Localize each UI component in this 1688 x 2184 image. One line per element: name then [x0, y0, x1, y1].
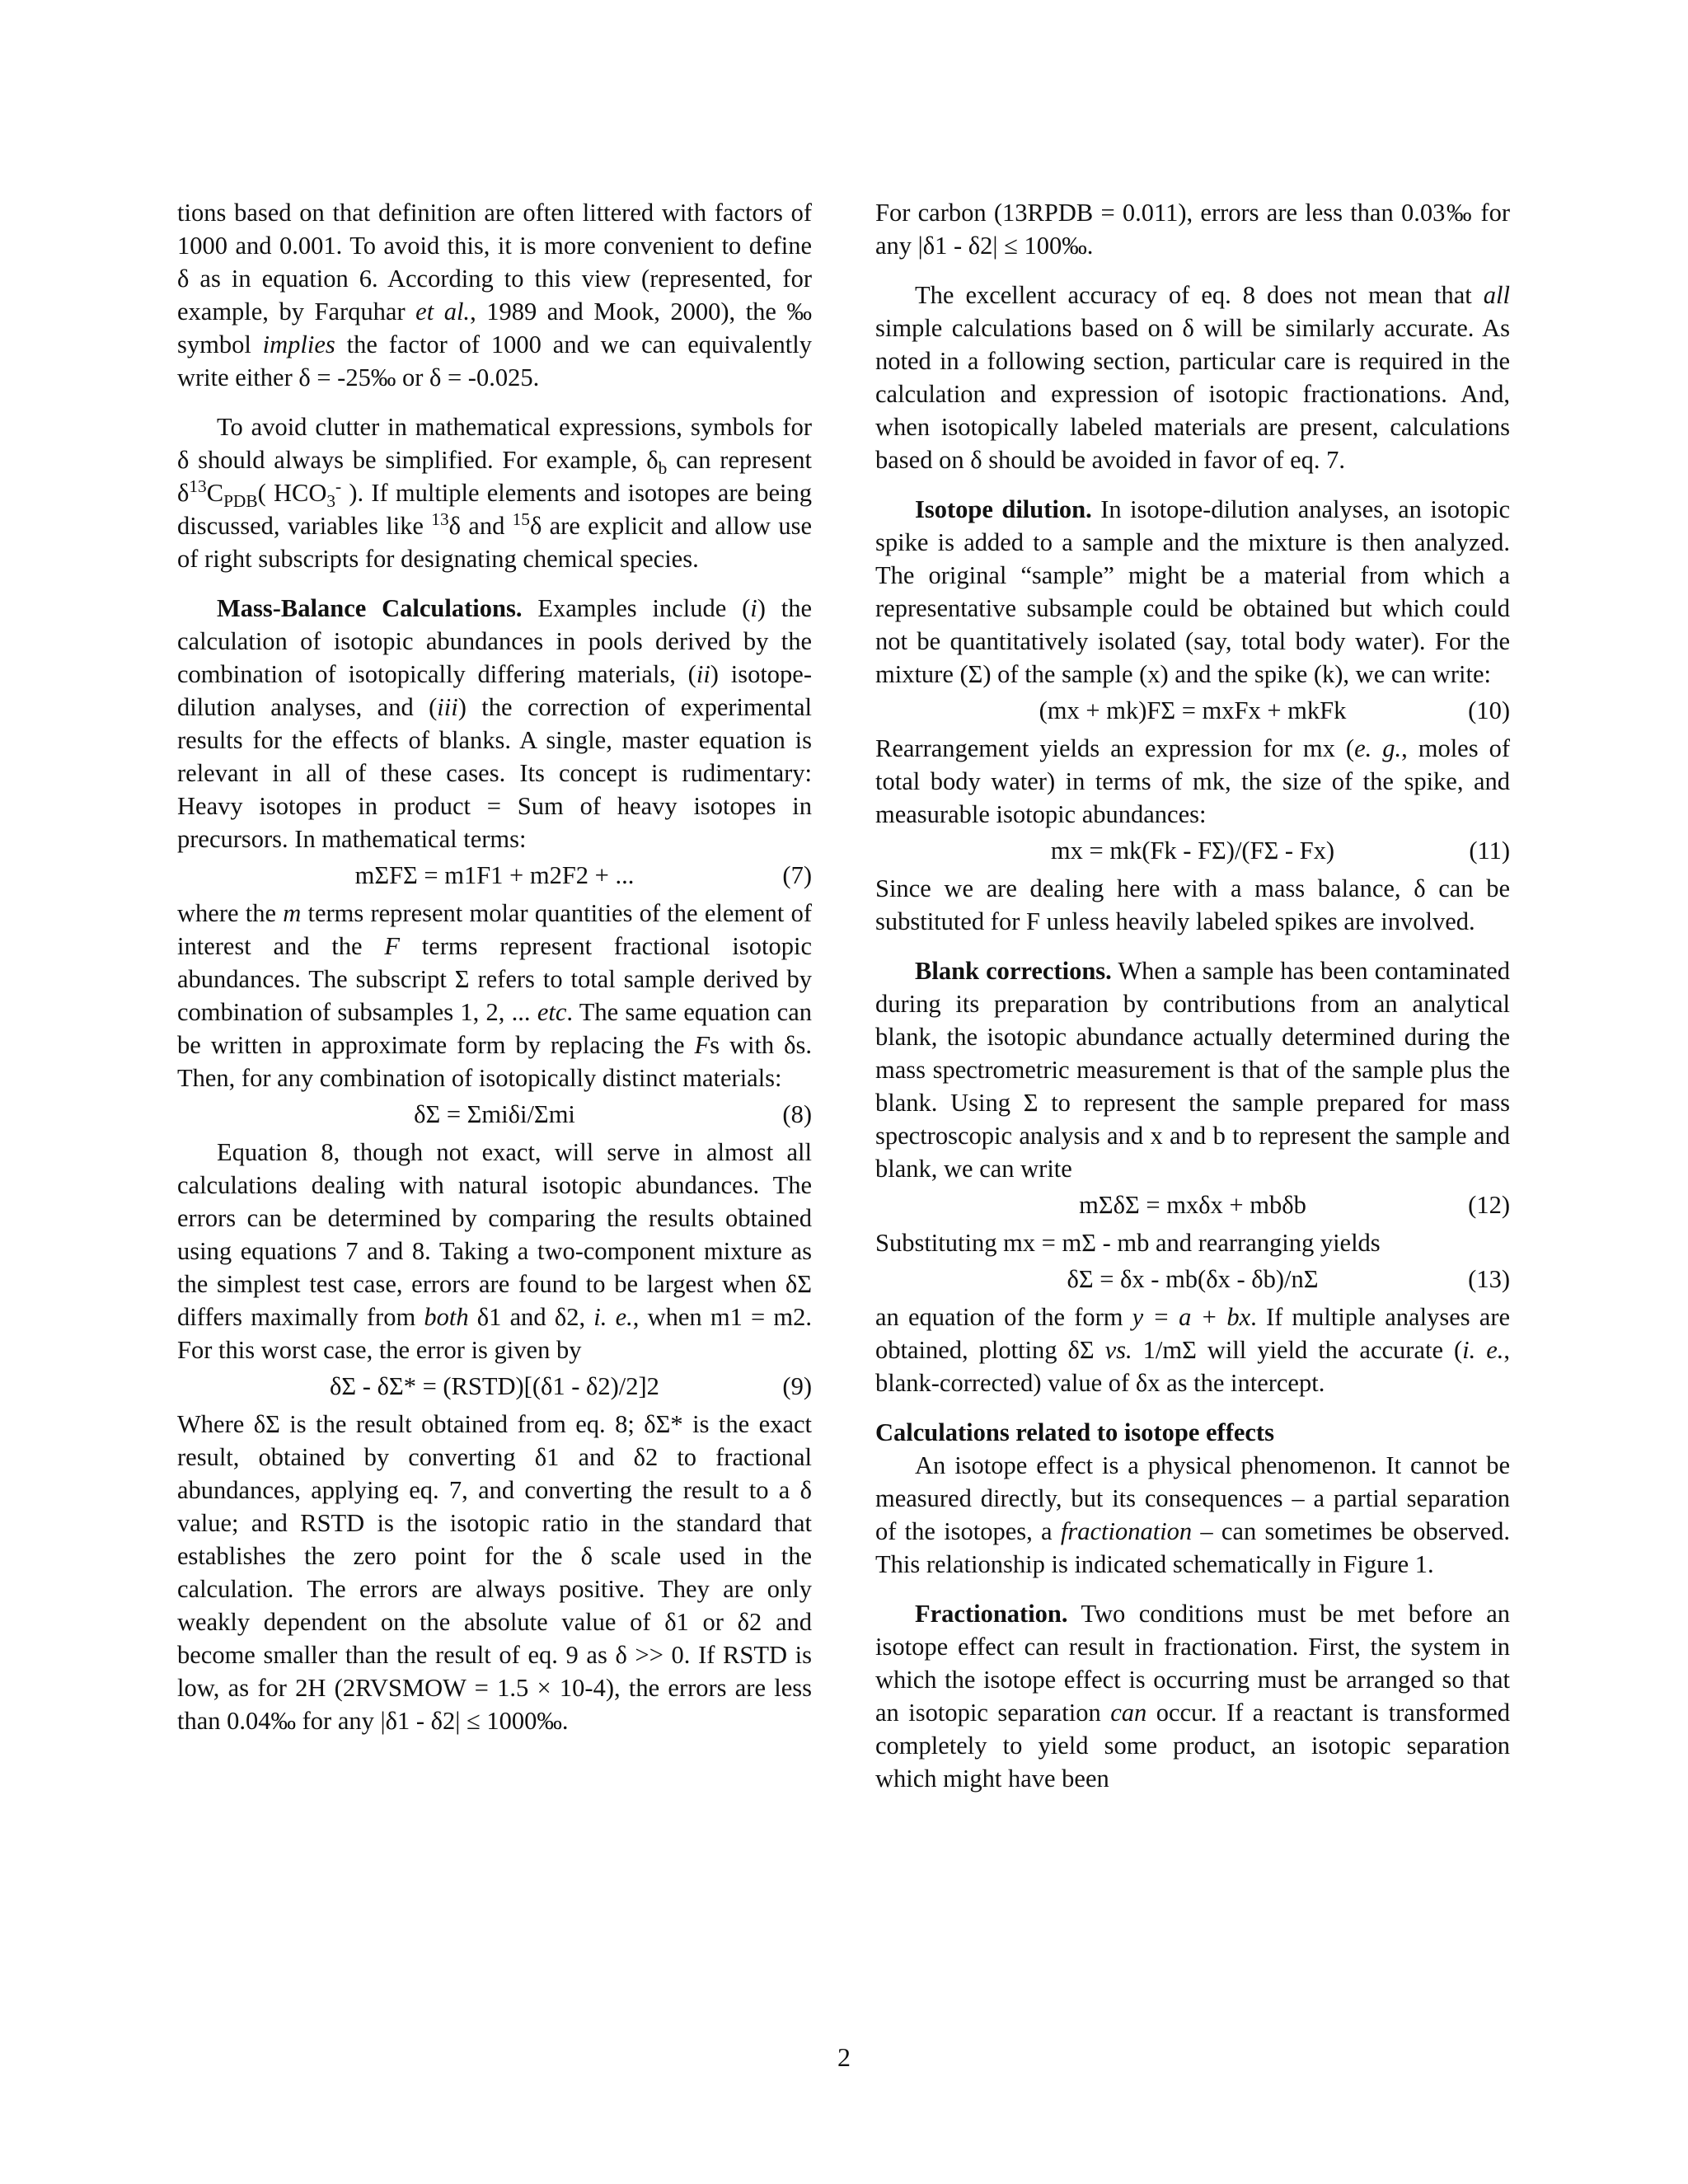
paragraph-accuracy-note: The excellent accuracy of eq. 8 does not mean that all simple calculations based on δ will be similarly accurate. As noted in a following section, particular care is required in the calculation and expression of isotopic fractionations. And, when isotopically labeled materials are present, calculations based on δ should be avoided in favor of eq. 7. [875, 281, 1510, 474]
equation-13: δΣ = δx - mb(δx - δb)/nΣ (13) [1067, 1265, 1510, 1293]
paragraph-equation-8-accuracy: Equation 8, though not exact, will serve in almost all calculations dealing with natural isotopic abundances. The errors can be determined by comparing the results obtained using equations 7 and 8. Taking a two-component mixture as the simplest test case, errors are found to be largest when δΣ differs maximally from both δ1 and δ2, i. e., when m1 = m2. For this worst case, the error is given by [177, 1138, 813, 1364]
equation-12: mΣδΣ = mxδx + mbδb (12) [1079, 1191, 1510, 1219]
paragraph-error-explanation: Where δΣ is the result obtained from eq. 8; δΣ* is the exact result, obtained by converting δ1 and δ2 to fractional abundances, applying eq. 7, and converting the result to a δ value; and RSTD is the isotopic ratio in the standard that establishes the zero point for the δ scale used in the calculation. The errors are always positive. They are only weakly dependent on the absolute value of δ1 or δ2 and become smaller than the result of eq. 9 as δ >> 0. If RSTD is low, as for 2H (2RVSMOW = 1.5 × 10-4), the errors are less than 0.04‰ for any |δ1 - δ2| ≤ 1000‰. [177, 1410, 812, 1735]
section-heading: Calculations related to isotope effects [875, 1418, 1274, 1446]
paragraph-fractionation: Fractionation. Two conditions must be met before an isotope effect can result in fractionation. First, the system in which the isotope effect is occurring must be arranged so that an isotopic separation can occur. If a reactant is transformed completely to yield some product, an isotopic separation which might have been [875, 1600, 1511, 1793]
paragraph-isotope-effect: An isotope effect is a physical phenomenon. It cannot be measured directly, but its consequences – a partial separation of the isotopes, a fractionation – can sometimes be observed. This relationship is indicated schematically in Figure 1. [875, 1451, 1510, 1578]
paragraph-blank-corrections: Blank corrections. When a sample has been contaminated during its preparation by contributions from an analytical blank, the isotopic abundance actually determined during the mass spectrometric measurement is that of the sample plus the blank. Using Σ to represent the sample prepared for mass spectroscopic analysis and x and b to represent the sample and blank, we can write [875, 957, 1510, 1183]
paragraph-delta-definition: tions based on that definition are often littered with factors of 1000 and 0.001. To avoid this, it is more convenient to define δ as in equation 6. According to this view (represented, for example, by Farquhar et al., 1989 and Mook, 2000), the ‰ symbol implies the factor of 1000 and we can equivalently write either δ = -25‰ or δ = -0.025. [177, 199, 812, 391]
paragraph-isotope-dilution: Isotope dilution. In isotope-dilution analyses, an isotopic spike is added to a sample and the mixture is then analyzed. The original “sample” might be a material from which a representative subsample could be obtained but which could not be quantitatively isolated (say, total body water). For the mixture (Σ) of the sample (x) and the spike (k), we can write: [875, 495, 1510, 688]
paragraph-rearrangement: Rearrangement yields an expression for mx (e. g., moles of total body water) in terms of mk, the size of the spike, and measurable isotopic abundances: [875, 734, 1510, 828]
right-column [875, 196, 1510, 1795]
paragraph-mass-balance: Mass-Balance Calculations. Examples include (i) the calculation of isotopic abundances in pools derived by the combination of isotopically differing materials, (ii) isotope-dilution analyses, and (iii) the correction of experimental results for the effects of blanks. A single, master equation is relevant in all of these cases. Its concept is rudimentary: Heavy isotopes in product = Sum of heavy isotopes in precursors. In mathematical terms: [177, 594, 813, 853]
paragraph-mass-balance-substitution: Since we are dealing here with a mass balance, δ can be substituted for F unless heavily labeled spikes are involved. [875, 874, 1510, 935]
equation-10: (mx + mk)FΣ = mxFx + mkFk (10) [1039, 696, 1510, 724]
paragraph-m-terms: where the m terms represent molar quantities of the element of interest and the F terms represent fractional isotopic abundances. The subscript Σ refers to total sample derived by combination of subsamples 1, 2, ... etc. The same equation can be written in approximate form by replacing the Fs with δs. Then, for any combination of isotopically distinct materials: [177, 899, 812, 1092]
page-number: 2 [837, 2042, 851, 2072]
paragraph-substituting: Substituting mx = mΣ - mb and rearranging yields [875, 1229, 1381, 1257]
left-column [177, 196, 812, 1737]
equation-7: mΣFΣ = m1F1 + m2F2 + ... (7) [354, 861, 812, 889]
paragraph-symbol-simplification: To avoid clutter in mathematical expressions, symbols for δ should always be simplified. For example, $\delta_b$ can represent $\delta^{13}C_{PDB}$( $HCO_3^-$ ). If multiple elements and isotopes are being discussed, variables like $^{13}$δ and $^{15}$δ are explicit and allow use of right subscripts for designating chemical species. [177, 413, 813, 573]
equation-11: mx = mk(Fk - FΣ)/(FΣ - Fx) (11) [1050, 837, 1510, 865]
equation-9: δΣ - δΣ* = (RSTD)[(δ1 - δ2)/2]2 (9) [330, 1372, 812, 1400]
paragraph-carbon-errors: For carbon (13RPDB = 0.011), errors are less than 0.03‰ for any |δ1 - δ2| ≤ 100‰. [875, 199, 1510, 260]
paragraph-linear-form: an equation of the form y = a + bx. If multiple analyses are obtained, plotting δΣ vs. 1/mΣ will yield the accurate (i. e., blank-corrected) value of δx as the intercept. [875, 1303, 1511, 1397]
equation-8: δΣ = Σmiδi/Σmi (8) [414, 1100, 812, 1128]
